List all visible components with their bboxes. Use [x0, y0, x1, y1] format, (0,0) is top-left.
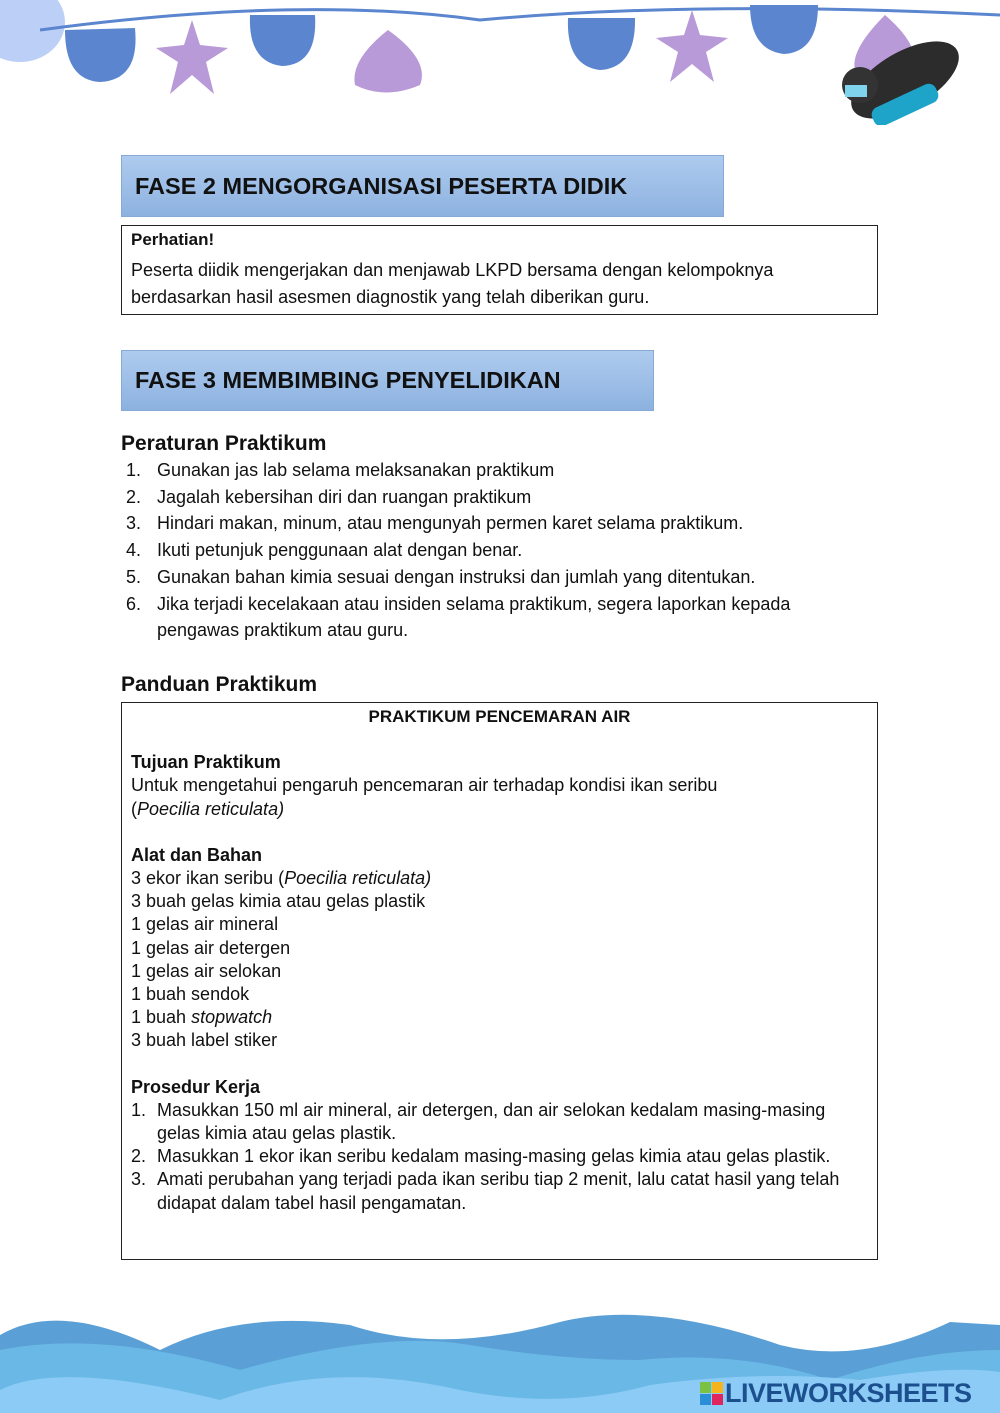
list-item: 3. Hindari makan, minum, atau mengunyah permen karet selama praktikum.: [126, 513, 744, 534]
list-item: 2. Jagalah kebersihan diri dan ruangan praktikum: [126, 486, 532, 507]
material-item: 1 gelas air mineral: [131, 914, 279, 935]
list-item: 1. Masukkan 150 ml air mineral, air detergen, dan air selokan kedalam masing-masing gelas kimia atau gelas plastik.: [131, 1099, 826, 1144]
purpose-heading: Tujuan Praktikum: [131, 752, 281, 773]
rules-heading: Peraturan Praktikum: [121, 432, 327, 455]
list-item: 5. Gunakan bahan kimia sesuai dengan instruksi dan jumlah yang ditentukan.: [126, 566, 756, 587]
material-item: 3 buah label stiker: [131, 1030, 278, 1051]
list-item: 4. Ikuti petunjuk penggunaan alat dengan benar.: [126, 540, 523, 561]
notice-text: Peserta diidik mengerjakan dan menjawab LKPD bersama dengan kelompoknya berdasarkan hasil asesmen diagnostik yang telah diberikan guru.: [131, 260, 774, 307]
list-item: 3. Amati perubahan yang terjadi pada ikan seribu tiap 2 menit, lalu catat hasil yang telah didapat dalam tabel hasil pengamatan.: [131, 1169, 840, 1213]
purpose-species: (Poecilia reticulata): [131, 798, 285, 819]
materials-heading: Alat dan Bahan: [131, 844, 263, 865]
material-item: 3 buah gelas kimia atau gelas plastik: [131, 891, 426, 912]
list-item: 2. Masukkan 1 ekor ikan seribu kedalam masing-masing gelas kimia atau gelas plastik.: [131, 1146, 831, 1167]
procedure-heading: Prosedur Kerja: [131, 1076, 261, 1097]
moon-icon: [0, 0, 65, 62]
material-item: 3 ekor ikan seribu (Poecilia reticulata): [131, 868, 432, 889]
phase-3-header: FASE 3 MEMBIMBING PENYELIDIKAN: [121, 350, 654, 411]
purpose-text: Untuk mengetahui pengaruh pencemaran air terhadap kondisi ikan seribu: [131, 775, 718, 796]
procedure-list: [131, 1099, 868, 1215]
notice-title: Perhatian!: [131, 230, 215, 249]
rules-list: [121, 457, 881, 644]
phase-2-header: FASE 2 MENGORGANISASI PESERTA DIDIK: [121, 155, 724, 217]
list-item: 1. Gunakan jas lab selama melaksanakan praktikum: [126, 460, 555, 480]
logo-icon: [700, 1382, 723, 1405]
material-item: 1 buah sendok: [131, 984, 250, 1005]
guide-heading: Panduan Praktikum: [121, 673, 318, 696]
starfish-icon: [656, 10, 728, 82]
material-item: 1 gelas air selokan: [131, 960, 282, 981]
list-item: 6. Jika terjadi kecelakaan atau insiden selama praktikum, segera laporkan kepada pengawas praktikum atau guru.: [126, 593, 791, 641]
starfish-icon: [156, 20, 228, 94]
guide-box: [121, 702, 878, 1260]
notice-box: [121, 225, 878, 315]
bunting-decoration: [0, 0, 1000, 125]
liveworksheets-logo: LIVEWORKSHEETS: [700, 1378, 972, 1409]
shell-icon: [354, 30, 422, 93]
material-item: 1 gelas air detergen: [131, 937, 291, 958]
guide-title: PRAKTIKUM PENCEMARAN AIR: [368, 707, 631, 726]
material-item: 1 buah stopwatch: [131, 1007, 273, 1028]
